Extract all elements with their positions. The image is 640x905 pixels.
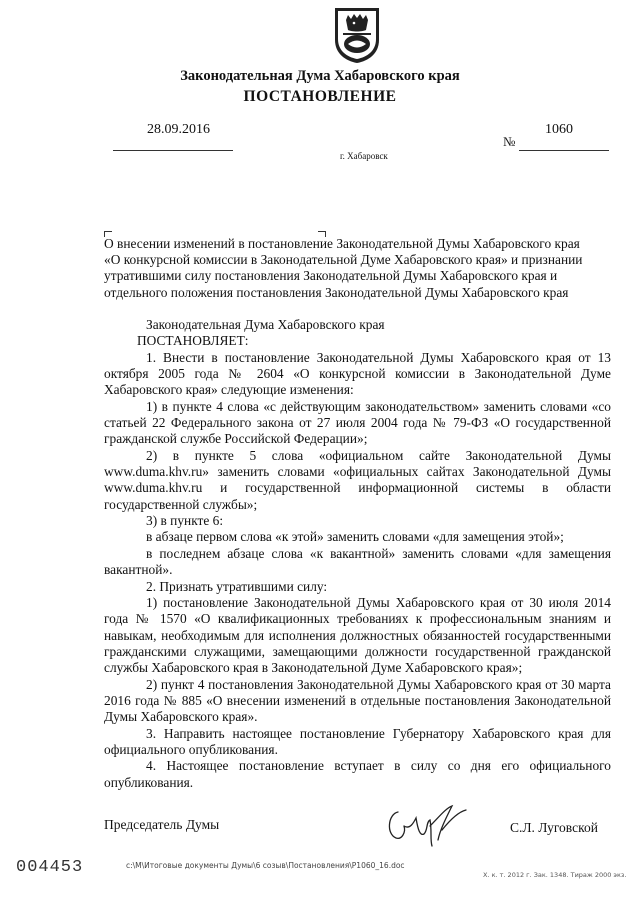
clause-1-3: 3) в пункте 6: bbox=[146, 513, 224, 529]
document-number: 1060 bbox=[545, 122, 573, 137]
clause-2-1: 1) постановление Законодательной Думы Хабаровского края от 30 июля 2014 года № 1570 «О квалификационных требованиях к профессиональным знаниям и навыкам, необходимым для исполнения должностных обязанностей государственными гражданскими служащими, замещающими должности государственной гражданской службы Хабаровского края в Законодательной Думе Хабаровского края»; bbox=[104, 594, 611, 676]
clause-2-2: 2) пункт 4 постановления Законодательной Думы Хабаровского края от 30 марта 2016 года № 885 «О внесении изменений в отдельные постановления Законодательной Думы Хабаровского края». bbox=[104, 676, 611, 725]
clause-1-3-a: в абзаце первом слова «к этой» заменить словами «для замещения этой»; bbox=[146, 529, 564, 545]
document-city: г. Хабаровск bbox=[340, 151, 388, 161]
clause-4: 4. Настоящее постановление вступает в силу со дня его официального опубликования. bbox=[104, 758, 611, 790]
clause-1-1: 1) в пункте 4 слова «с действующим законодательством» заменить словами «со статьей 22 Федерального закона от 27 июля 2004 года № 79-ФЗ «О государственной гражданской службе Российской Федерации»; bbox=[104, 398, 611, 447]
handwritten-signature bbox=[380, 800, 475, 850]
signatory-name: С.Л. Луговской bbox=[510, 820, 598, 835]
file-path: c:\M\Итоговые документы Думы\6 созыв\Постановления\Р1060_16.doc bbox=[126, 861, 405, 870]
body-intro: Законодательная Дума Хабаровского края bbox=[146, 317, 385, 332]
number-sign: № bbox=[503, 134, 516, 149]
title-line: О внесении изменений в постановление Законодательной Думы Хабаровского края bbox=[104, 236, 580, 251]
document-date: 28.09.2016 bbox=[147, 122, 210, 137]
coat-of-arms-icon bbox=[332, 6, 382, 64]
serial-number: 004453 bbox=[16, 858, 84, 877]
title-line: утратившими силу постановления Законодательной Думы Хабаровского края и bbox=[104, 268, 558, 284]
title-line: «О конкурсной комиссии в Законодательной Думе Хабаровского края» и признании bbox=[104, 252, 583, 268]
title-line: отдельного положения постановления Законодательной Думы Хабаровского края bbox=[104, 284, 569, 300]
document-title bbox=[104, 236, 611, 301]
organization-name: Законодательная Дума Хабаровского края bbox=[180, 68, 460, 84]
clause-2: 2. Признать утратившими силу: bbox=[146, 578, 328, 594]
clause-1: 1. Внести в постановление Законодательной Думы Хабаровского края от 13 октября 2005 года № 2604 «О конкурсной комиссии в Законодательной Думе Хабаровского края» следующие изменения: bbox=[104, 349, 611, 398]
date-underline bbox=[113, 150, 233, 151]
clause-1-3-b: в последнем абзаце слова «к вакантной» заменить словами «для замещения вакантной». bbox=[104, 545, 611, 578]
body-decree: ПОСТАНОВЛЯЕТ: bbox=[137, 333, 249, 349]
document-type: ПОСТАНОВЛЕНИЕ bbox=[243, 88, 397, 105]
number-underline bbox=[519, 150, 609, 151]
clause-3: 3. Направить настоящее постановление Губернатору Хабаровского края для официального опубликования. bbox=[104, 725, 611, 757]
signatory-title: Председатель Думы bbox=[104, 817, 220, 832]
document-body bbox=[104, 317, 611, 791]
clause-1-2: 2) в пункте 5 слова «официальном сайте Законодательной Думы www.duma.khv.ru» заменить словами «официальных сайтах Законодательной Думы www.duma.khv.ru и государственной информационной системы в области государственной службы»; bbox=[104, 447, 611, 512]
print-info: Х. к. т. 2012 г. Зак. 1348. Тираж 2000 экз. bbox=[483, 871, 627, 879]
